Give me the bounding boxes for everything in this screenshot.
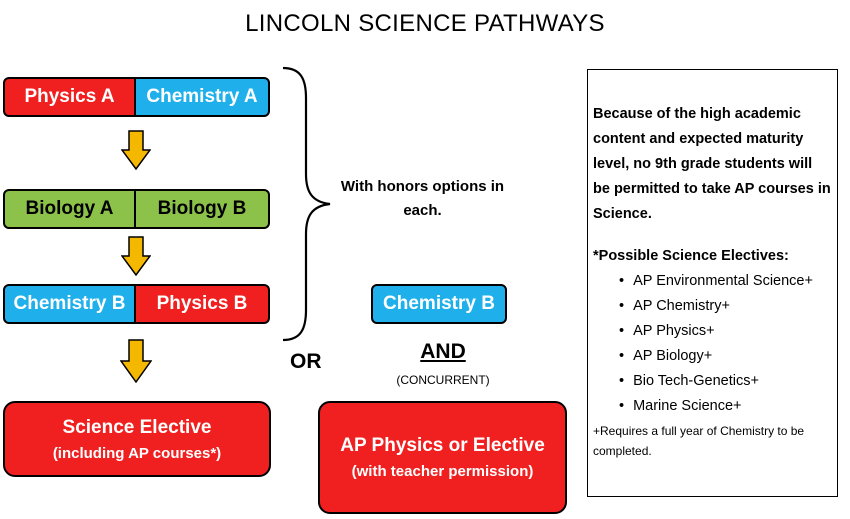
and-label: AND [420, 340, 466, 363]
honors-note: With honors options in each. [340, 178, 505, 219]
down-arrow-icon [121, 236, 151, 276]
down-arrow-icon [121, 130, 151, 170]
pathway-row-3 [3, 284, 270, 324]
electives-list [593, 269, 831, 419]
pathway-row-2 [3, 189, 270, 229]
or-label: OR [290, 350, 322, 373]
pathway-row-1 [3, 77, 270, 117]
concurrent-label: (CONCURRENT) [396, 373, 490, 387]
list-item: • AP Environmental Science+ [619, 269, 831, 294]
ap-physics-subtitle: (with teacher permission) [351, 463, 534, 480]
ap-physics-box [318, 401, 567, 514]
info-panel [587, 69, 838, 497]
course-chemistry-b-concurrent: Chemistry B [371, 284, 507, 324]
ap-restriction-note: Because of the high academic content and expected maturity level, no 9th grade students will be permitted to take AP courses in Science. [593, 106, 831, 222]
list-item: • AP Chemistry+ [619, 294, 831, 319]
course-chemistry-a: Chemistry A [136, 77, 270, 117]
list-item: • AP Physics+ [619, 319, 831, 344]
course-biology-a: Biology A [3, 189, 136, 229]
page-title: LINCOLN SCIENCE PATHWAYS [245, 10, 605, 37]
list-item: • Marine Science+ [619, 394, 831, 419]
chemistry-requirement-footnote: +Requires a full year of Chemistry to be completed. [593, 424, 805, 458]
course-physics-a: Physics A [3, 77, 136, 117]
list-item: • Bio Tech-Genetics+ [619, 369, 831, 394]
ap-physics-title: AP Physics or Elective [340, 435, 545, 456]
curly-brace-icon [278, 66, 338, 342]
course-chemistry-b: Chemistry B [3, 284, 136, 324]
science-elective-box [3, 401, 271, 477]
course-physics-b: Physics B [136, 284, 270, 324]
science-elective-subtitle: (including AP courses*) [52, 444, 222, 462]
electives-heading: *Possible Science Electives: [593, 248, 789, 264]
list-item: • AP Biology+ [619, 344, 831, 369]
science-elective-title: Science Elective [62, 416, 212, 438]
course-biology-b: Biology B [136, 189, 270, 229]
down-arrow-icon [120, 339, 152, 383]
